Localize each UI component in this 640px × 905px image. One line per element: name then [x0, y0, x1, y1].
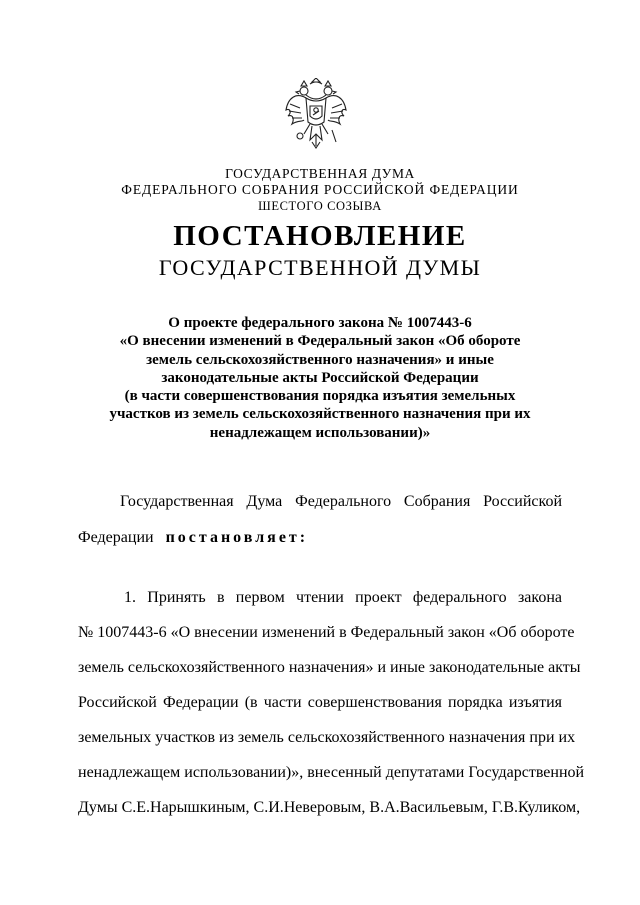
convocation-line: ШЕСТОГО СОЗЫВА	[258, 199, 382, 213]
subject-line: участков из земель сельскохозяйственного назначения при их	[109, 406, 531, 423]
item-line: ненадлежащем использовании)», внесенный депутатами Государственной	[78, 764, 585, 781]
org-name-line1: ГОСУДАРСТВЕННАЯ ДУМА	[225, 166, 415, 181]
org-name-line2: ФЕДЕРАЛЬНОГО СОБРАНИЯ РОССИЙСКОЙ ФЕДЕРАЦИИ	[121, 182, 519, 197]
document-subject	[60, 314, 580, 442]
item-line: № 1007443-6 «О внесении изменений в Федеральный закон «Об обороте	[78, 624, 575, 641]
document-type-title: ПОСТАНОВЛЕНИЕ	[173, 220, 467, 252]
subject-line: О проекте федерального закона № 1007443-6	[168, 315, 472, 331]
item-line: земель сельскохозяйственного назначения» и иные законодательные акты	[78, 659, 581, 676]
item-line: Российской Федерации (в части совершенствования порядка изъятия	[78, 694, 562, 711]
preamble-line: Государственная Дума Федерального Собрания Российской	[120, 493, 562, 510]
item-line: 1. Принять в первом чтении проект федерального закона	[124, 589, 562, 606]
document-issuer: ГОСУДАРСТВЕННОЙ ДУМЫ	[158, 255, 482, 280]
subject-line: «О внесении изменений в Федеральный закон «Об обороте	[119, 333, 521, 350]
subject-line: ненадлежащем использовании)»	[209, 424, 431, 441]
subject-line: земель сельскохозяйственного назначения» и иные	[146, 351, 494, 368]
preamble-text: Федерации	[78, 529, 154, 546]
subject-line: законодательные акты Российской Федерации	[161, 369, 479, 386]
resolution-verb: постановляет:	[165, 529, 309, 546]
double-headed-eagle-icon	[284, 78, 348, 156]
preamble-line	[78, 527, 562, 549]
subject-line: (в части совершенствования порядка изъятия земельных	[124, 388, 516, 405]
item-line: земельных участков из земель сельскохозяйственного назначения при их	[78, 729, 576, 746]
item-line: Думы С.Е.Нарышкиным, С.И.Неверовым, В.А.Васильевым, Г.В.Куликом,	[78, 799, 581, 816]
